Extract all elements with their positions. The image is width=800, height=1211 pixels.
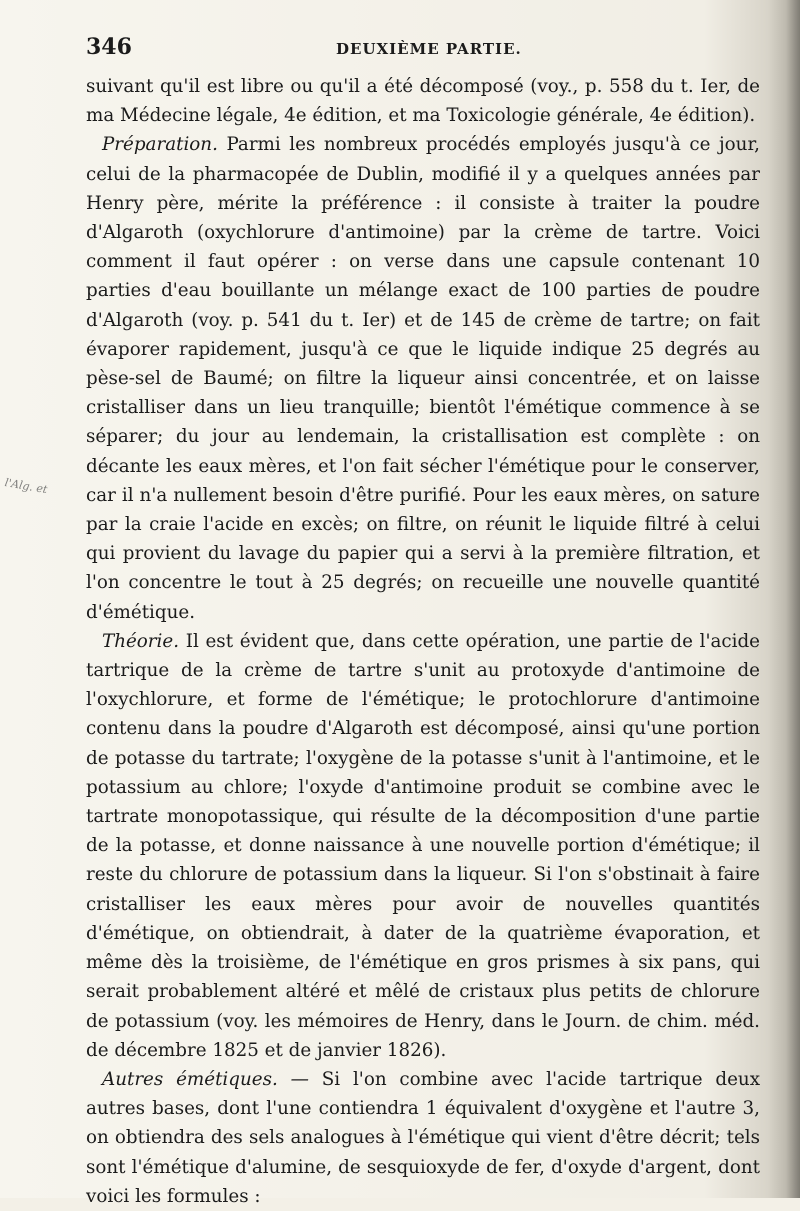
page-number: 346	[86, 34, 132, 60]
margin-annotation: l'Alg. et	[3, 476, 49, 497]
paragraph-lead-theorie: Théorie.	[102, 630, 180, 652]
page-edge-shadow	[786, 0, 800, 1198]
paragraph-continuation	[86, 72, 760, 130]
paragraph-theorie	[86, 627, 760, 1065]
paragraph-text-theorie: Il est évident que, dans cette opération, une partie de l'acide tartrique de la crème de tartre s'unit au protoxyde d'antimoine de l'oxychlorure, et forme de l'émétique; le protochlorure d'antimoine contenu dans la poudre d'Algaroth est décomposé, ainsi qu'une portion de potasse du tartrate; l'oxygène de la potasse s'unit à l'antimoine, et le potassium au chlore; l'oxyde d'antimoine produit se combine avec le tartrate monopotassique, qui résulte de la décomposition d'une partie de la potasse, et donne naissance à une nouvelle portion d'émétique; il reste du chlorure de potassium dans la liqueur. Si l'on s'obstinait à faire cristalliser les eaux mères pour avoir de nouvelles quantités d'émétique, on obtiendrait, à dater de la quatrième évaporation, et même dès la troisième, de l'émétique en gros prismes à six pans, qui serait probablement altéré et mêlé de cristaux plus petits de chlorure de potassium (voy. les mémoires de Henry, dans le Journ. de chim. méd. de décembre 1825 et de janvier 1826).	[86, 630, 760, 1061]
body-text	[86, 72, 760, 1211]
paragraph-lead-preparation: Préparation.	[102, 134, 218, 156]
paragraph-text-preparation: Parmi les nombreux procédés employés jusqu'à ce jour, celui de la pharmacopée de Dublin, modifié il y a quelques années par Henry père, mérite la préférence : il consiste à traiter la poudre d'Algaroth (oxychlorure d'antimoine) par la crème de tartre. Voici comment il faut opérer : on verse dans une capsule contenant 10 parties d'eau bouillante un mélange exact de 100 parties de poudre d'Algaroth (voy. p. 541 du t. Ier) et de 145 de crème de tartre; on fait évaporer rapidement, jusqu'à ce que le liquide indique 25 degrés au pèse-sel de Baumé; on filtre la liqueur ainsi concentrée, et on laisse cristalliser dans un lieu tranquille; bientôt l'émétique commence à se séparer; du jour au lendemain, la cristallisation est complète : on décante les eaux mères, et l'on fait sécher l'émétique pour le conserver, car il n'a nullement besoin d'être purifié. Pour les eaux mères, on sature par la craie l'acide en excès; on filtre, on réunit le liquide filtré à celui qui provient du lavage du papier qui a servi à la première filtration, et l'on concentre le tout à 25 degrés; on recueille une nouvelle quantité d'émétique.	[86, 134, 760, 623]
paragraph-lead-autres: Autres émétiques. —	[102, 1068, 309, 1090]
paragraph-preparation	[86, 130, 760, 626]
paragraph-text-autres: Si l'on combine avec l'acide tartrique deux autres bases, dont l'une contiendra 1 équivalent d'oxygène et l'autre 3, on obtiendra des sels analogues à l'émétique qui vient d'être décrit; tels sont l'émétique d'alumine, de sesquioxyde de fer, d'oxyde d'argent, dont voici les formules :	[86, 1068, 760, 1207]
running-head: DEUXIÈME PARTIE.	[336, 40, 522, 58]
paragraph-autres-emetiques	[86, 1065, 760, 1211]
page-header	[86, 34, 760, 62]
paragraph-text: suivant qu'il est libre ou qu'il a été décomposé (voy., p. 558 du t. Ier, de ma Médecine légale, 4e édition, et ma Toxicologie générale, 4e édition).	[86, 76, 760, 127]
